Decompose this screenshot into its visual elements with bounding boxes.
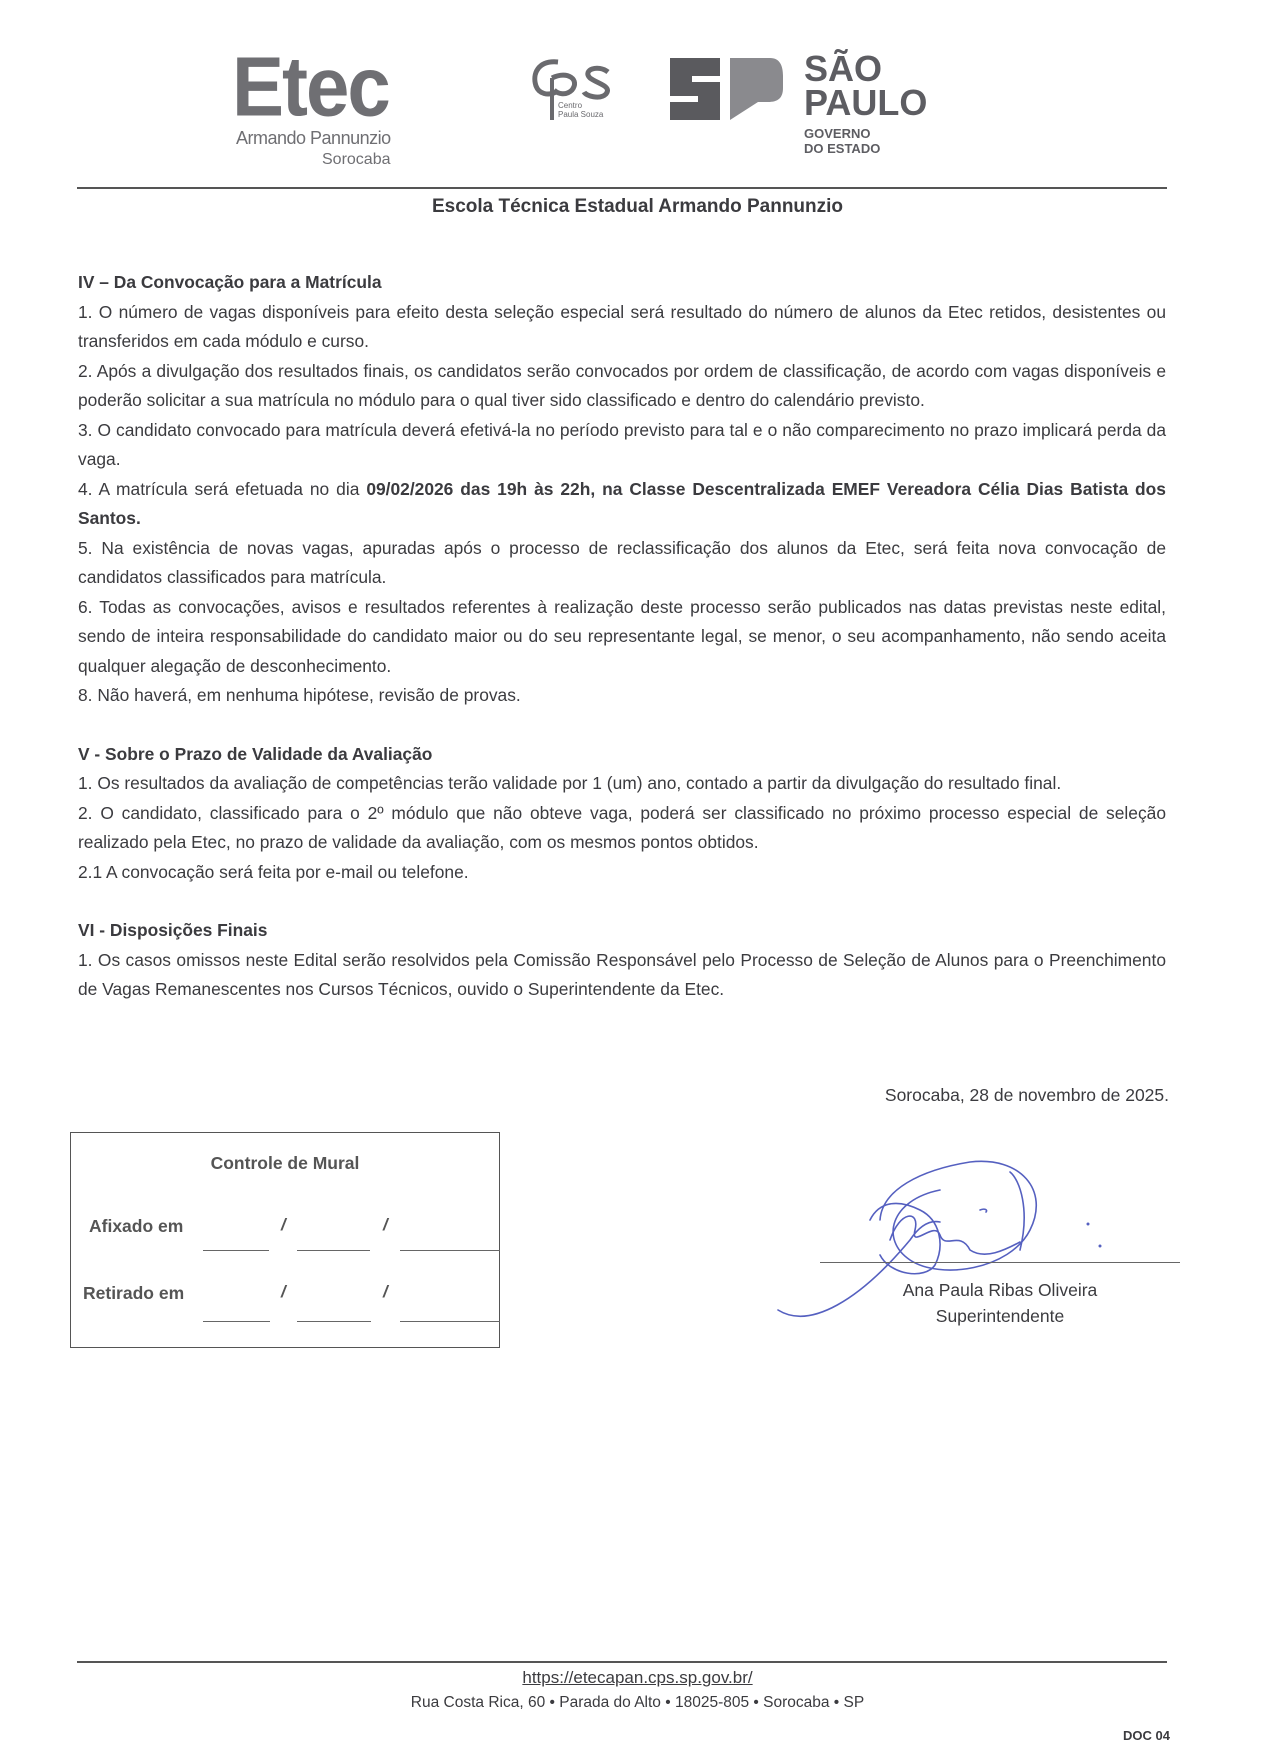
sp-logo-line4: DO ESTADO [804,141,881,156]
sp-logo-title [804,48,928,123]
section-iv-item-2: 2. Após a divulgação dos resultados finais, os candidatos serão convocados por ordem de classificação, de acordo com vagas disponíveis e poderão solicitar a sua matrícula no módulo para o qual tiver sido classificado e dentro do calendário previsto. [78,360,1166,410]
removed-separator-1: / [281,1282,286,1301]
signatory-role: Superintendente [935,1306,1065,1326]
section-vi-title: VI - Disposições Finais [78,920,268,940]
section-v-item-2: 2. O candidato, classificado para o 2º módulo que não obteve vaga, poderá ser classificado no próximo processo especial de seleção realizado pela Etec, no prazo de validade da avaliação, com os mesmos pontos obtidos. [78,802,1166,852]
removed-day-field[interactable] [203,1321,270,1322]
sp-logo-line1: SÃO [804,48,883,89]
section-iv-title: IV – Da Convocação para a Matrícula [78,272,382,292]
section-iv-item-8: 8. Não haverá, em nenhuma hipótese, revisão de provas. [78,685,521,705]
section-iv-item-6: 6. Todas as convocações, avisos e resultados referentes à realização deste processo serão publicados nas datas previstas neste edital, sendo de inteira responsabilidade do candidato maior ou do seu representante legal, se menor, o seu acompanhamento, não sendo aceita qualquer alegação de desconhecimento. [78,596,1166,676]
section-v-item-1: 1. Os resultados da avaliação de competências terão validade por 1 (um) ano, contado a partir da divulgação do resultado final. [78,773,1062,793]
website-link[interactable]: https://etecapan.cps.sp.gov.br/ [522,1668,753,1687]
section-iv-item-3: 3. O candidato convocado para matrícula deverá efetivá-la no período previsto para tal e o não comparecimento no prazo implicará perda da vaga. [78,419,1166,469]
sp-logo-line2: PAULO [804,82,928,123]
section-iv-item-1: 1. O número de vagas disponíveis para efeito desta seleção especial será resultado do número de alunos da Etec retidos, desistentes ou transferidos em cada módulo e curso. [78,301,1166,351]
footer-url [0,1668,1275,1688]
section-iv-item-4 [78,475,1166,534]
footer-address: Rua Costa Rica, 60 • Parada do Alto • 18025-805 • Sorocaba • SP [410,1694,865,1711]
removed-year-field[interactable] [400,1321,500,1322]
posted-month-field[interactable] [297,1250,370,1251]
section-v-item-2-1: 2.1 A convocação será feita por e-mail ou telefone. [78,861,469,882]
sp-state-logo-mark-icon [668,58,783,120]
posted-separator-2: / [383,1215,388,1234]
mural-title: Controle de Mural [210,1153,360,1173]
etec-logo-wordmark: Etec [232,38,389,134]
cps-logo-line1: Centro [558,101,583,110]
header-divider [77,187,1167,189]
etec-logo-city: Sorocaba [322,151,391,168]
sp-logo-subtitle [804,126,880,156]
posted-year-field[interactable] [400,1250,500,1251]
cps-logo-line2: Paula Souza [558,110,604,119]
posted-separator-1: / [281,1215,286,1234]
section-iv-item-5: 5. Na existência de novas vagas, apuradas após o processo de reclassificação dos alunos da Etec, será feita nova convocação de candidatos classificados para matrícula. [78,537,1166,587]
cps-logo-icon [528,56,624,122]
signature-line [820,1262,1180,1263]
sp-logo-line3: GOVERNO [804,126,871,141]
removed-month-field[interactable] [297,1321,371,1322]
posted-day-field[interactable] [203,1250,269,1251]
mural-control-box [70,1132,500,1348]
school-title: Escola Técnica Estadual Armando Pannunzio [431,196,844,217]
document-code: DOC 04 [1123,1728,1170,1743]
removed-separator-2: / [383,1282,388,1301]
date-line: Sorocaba, 28 de novembro de 2025. [884,1085,1169,1105]
section-vi-item-1: 1. Os casos omissos neste Edital serão resolvidos pela Comissão Responsável pelo Processo de Seleção de Alunos para o Preenchimento de Vagas Remanescentes nos Cursos Técnicos, ouvido o Superintendente da Etec. [78,949,1166,999]
etec-logo-school-name: Armando Pannunzio [236,128,391,148]
section-iv-item-4-details: 09/02/2026 das 19h às 22h, na Classe Descentralizada EMEF Vereadora Célia Dias Batista dos Santos. [78,478,1166,528]
signatory-name: Ana Paula Ribas Oliveira [902,1280,1098,1300]
handwritten-signature-icon [770,1150,1130,1330]
footer-divider [77,1661,1167,1663]
section-iv-item-4-prefix: 4. A matrícula será efetuada no dia [78,478,367,499]
section-v-title: V - Sobre o Prazo de Validade da Avaliação [78,743,433,764]
document-body [78,268,1166,1005]
posted-label: Afixado em [89,1216,184,1236]
removed-label: Retirado em [83,1283,185,1303]
